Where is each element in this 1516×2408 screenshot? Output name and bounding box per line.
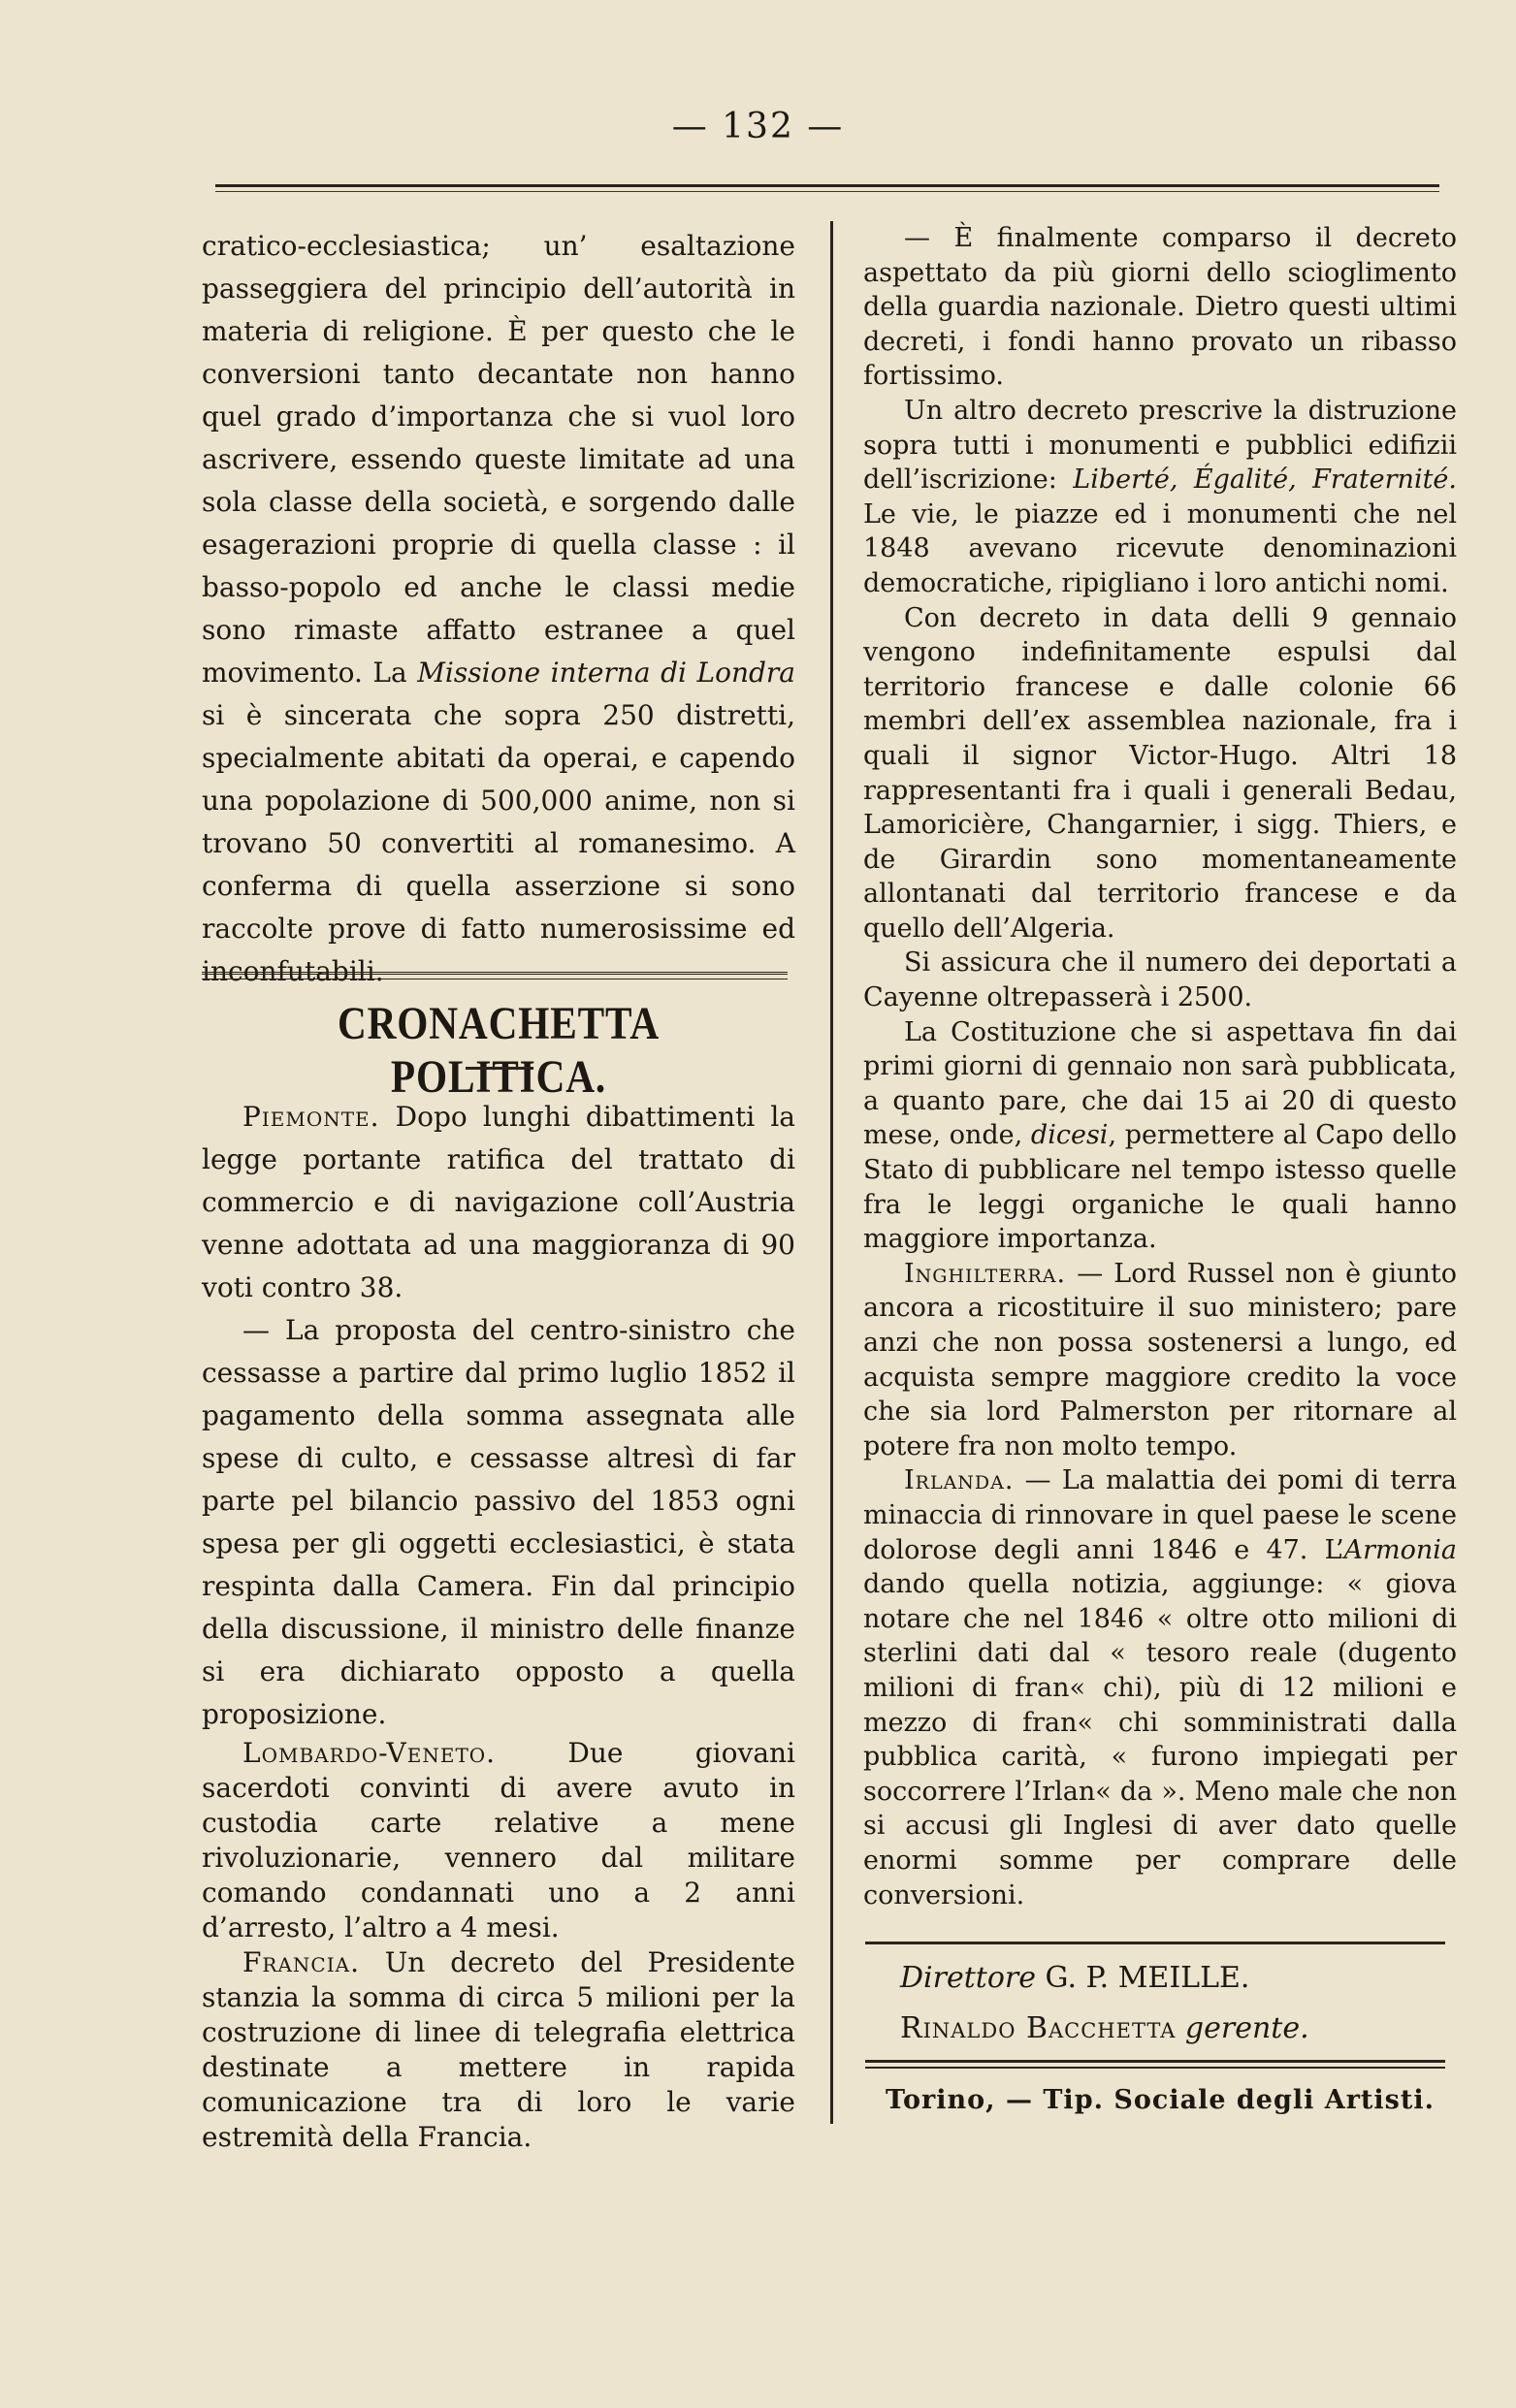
paragraph-continuation	[202, 225, 795, 993]
news-piemonte-2: — La proposta del centro-sinistro che cessasse a partire dal primo luglio 1852 il pagamento della somma assegnata alle spese di culto, e cessasse altresì di far parte pel bilancio passivo del 1853 ogni spesa per gli oggetti ecclesiastici, è stata respinta dalla Camera. Fin dal principio della discussione, il ministro delle finanze si era dichiarato opposto a quella proposizione.	[202, 1314, 795, 1730]
left-column-bottom	[202, 1096, 795, 2155]
director-line	[900, 1959, 1249, 1998]
news-lombardo-veneto	[202, 1736, 795, 1945]
page-number: — 132 —	[671, 107, 845, 146]
news-inghilterra	[863, 1257, 1457, 1464]
gerente-role: gerente.	[1176, 2011, 1309, 2045]
region-label-lombardo: Lombardo-Veneto.	[242, 1737, 497, 1769]
missione-prefix: La	[372, 657, 418, 689]
news-text: Le vie, le piazze ed i monumenti che nel 1848 avevano ricevute denominazioni democratiche, ripigliano i loro antichi nomi.	[863, 498, 1457, 598]
news-piemonte	[202, 1096, 795, 1309]
news-text: dando quella notizia, aggiunge: « giova notare che nel 1846 « oltre otto milioni di sterlini dati dal « tesoro reale (dugento milioni di fran« chi), più di 12 milioni e mezzo di fran« chi somministrati dalla pubblica carità, « furono impiegati per soccorrere l’Irlan« da ». Meno male che non si accusi gli Inglesi di aver dato quelle enormi somme per comprare delle conversioni.	[863, 1569, 1457, 1910]
news-paragraph	[863, 1015, 1457, 1257]
gerente-name: Rinaldo Bacchetta	[900, 2011, 1177, 2045]
region-label-inghilterra: Inghilterra.	[904, 1258, 1067, 1289]
footer-rule	[865, 1942, 1445, 1944]
column-divider	[830, 221, 833, 2124]
news-text: — Lord Russel non è giunto ancora a ricostituire il suo ministero; pare anzi che non possa sostenersi a lungo, ed acquista sempre maggiore credito la voce che sia lord Palmerston per ritornare al potere fra non molto tempo.	[863, 1258, 1457, 1461]
news-francia	[202, 1945, 795, 2155]
news-text: La Costituzione che si aspettava fin dai primi giorni di gennaio non sarà pubblicata, a quanto pare, che dai 15 ai 20 di questo mese, onde,	[863, 1016, 1457, 1151]
news-paragraph: — È finalmente comparso il decreto aspettato da più giorni dello scioglimento della guardia nazionale. Dietro questi ultimi decreti, i fondi hanno provato un ribasso fortissimo.	[863, 223, 1457, 392]
header-rule	[215, 184, 1439, 187]
right-column	[863, 221, 1457, 1912]
news-irlanda	[863, 1463, 1457, 1912]
gerente-line	[900, 2009, 1309, 2048]
footer-rule-double	[865, 2060, 1445, 2069]
italic-word: dicesi	[1030, 1120, 1109, 1151]
section-rule	[202, 972, 788, 979]
news-paragraph: Con decreto in data delli 9 gennaio vengono indefinitamente espulsi dal territorio francese e dalle colonie 66 membri dell’ex assemblea nazionale, fra i quali il signor Victor-Hugo. Altri 18 rappresentanti fra i quali i generali Bedau, Lamoricière, Changarnier, i sigg. Thiers, e de Girardin sono momentaneamente allontanati dal territorio francese e da quello dell’Algeria.	[863, 602, 1457, 944]
left-column-top	[202, 225, 795, 993]
director-name: G. P. MEILLE.	[1036, 1961, 1250, 1995]
news-text: — La malattia dei pomi di terra minaccia di rinnovare in quel paese le scene dolorose degli anni 1846 e 47. L’	[863, 1465, 1457, 1565]
news-text: Dopo lunghi dibattimenti la legge portante ratifica del trattato di commercio e di navigazione coll’Austria venne adottata ad una maggioranza di 90 voti contro 38.	[202, 1101, 795, 1303]
news-paragraph	[863, 394, 1457, 601]
missione-title: Missione interna di Londra	[417, 657, 795, 689]
director-role: Direttore	[900, 1961, 1037, 1995]
news-paragraph: Si assicura che il numero dei deportati a Cayenne oltrepasserà i 2500.	[863, 947, 1457, 1013]
region-label-francia: Francia.	[242, 1946, 360, 1978]
news-text: , permettere al Capo dello Stato di pubblicare nel tempo istesso quelle fra le leggi organiche le quali hanno maggiore importanza.	[863, 1120, 1458, 1255]
news-text: Un altro decreto prescrive la distruzione sopra tutti i monumenti e pubblici edifizii dell’iscrizione:	[863, 395, 1457, 496]
newspaper-name: Armonia	[1343, 1534, 1457, 1565]
region-label-irlanda: Irlanda.	[904, 1465, 1015, 1496]
printer-imprint: Torino, — Tip. Sociale degli Artisti.	[886, 2085, 1435, 2115]
region-label-piemonte: Piemonte.	[242, 1101, 380, 1133]
news-text: Due giovani sacerdoti convinti di avere avuto in custodia carte relative a mene rivoluzionarie, vennero dal militare comando condannati uno a 2 anni d’arresto, l’altro a 4 mesi.	[202, 1737, 795, 1943]
header-rule-thin	[215, 191, 1439, 192]
missione-text: si è sincerata che sopra 250 distretti, specialmente abitati da operai, e capendo una popolazione di 500,000 anime, non si trovano 50 convertiti al romanesimo. A conferma di quella asserzione si sono raccolte prove di fatto numerosissime ed inconfutabili.	[202, 699, 795, 987]
news-text: Un decreto del Presidente stanzia la somma di circa 5 milioni per la costruzione di linee di telegrafia elettrica destinate a mettere in rapida comunicazione tra di loro le varie estremità della Francia.	[202, 1946, 795, 2153]
section-rule-short	[466, 1067, 533, 1070]
paragraph-text: cratico-ecclesiastica; un’ esaltazione passeggiera del principio dell’autorità in materia di religione. È per questo che le conversioni tanto decantate non hanno quel grado d’importanza che si vuol loro ascrivere, essendo queste limitate ad una sola classe della società, e sorgendo dalle esagerazioni proprie di quella classe : il basso-popolo ed anche le classi medie sono rimaste affatto estranee a quel movimento.	[202, 230, 795, 689]
section-title: CRONACHETTA POLITICA.	[337, 998, 661, 1103]
motto-text: Liberté, Égalité, Fraternité.	[1073, 465, 1457, 496]
